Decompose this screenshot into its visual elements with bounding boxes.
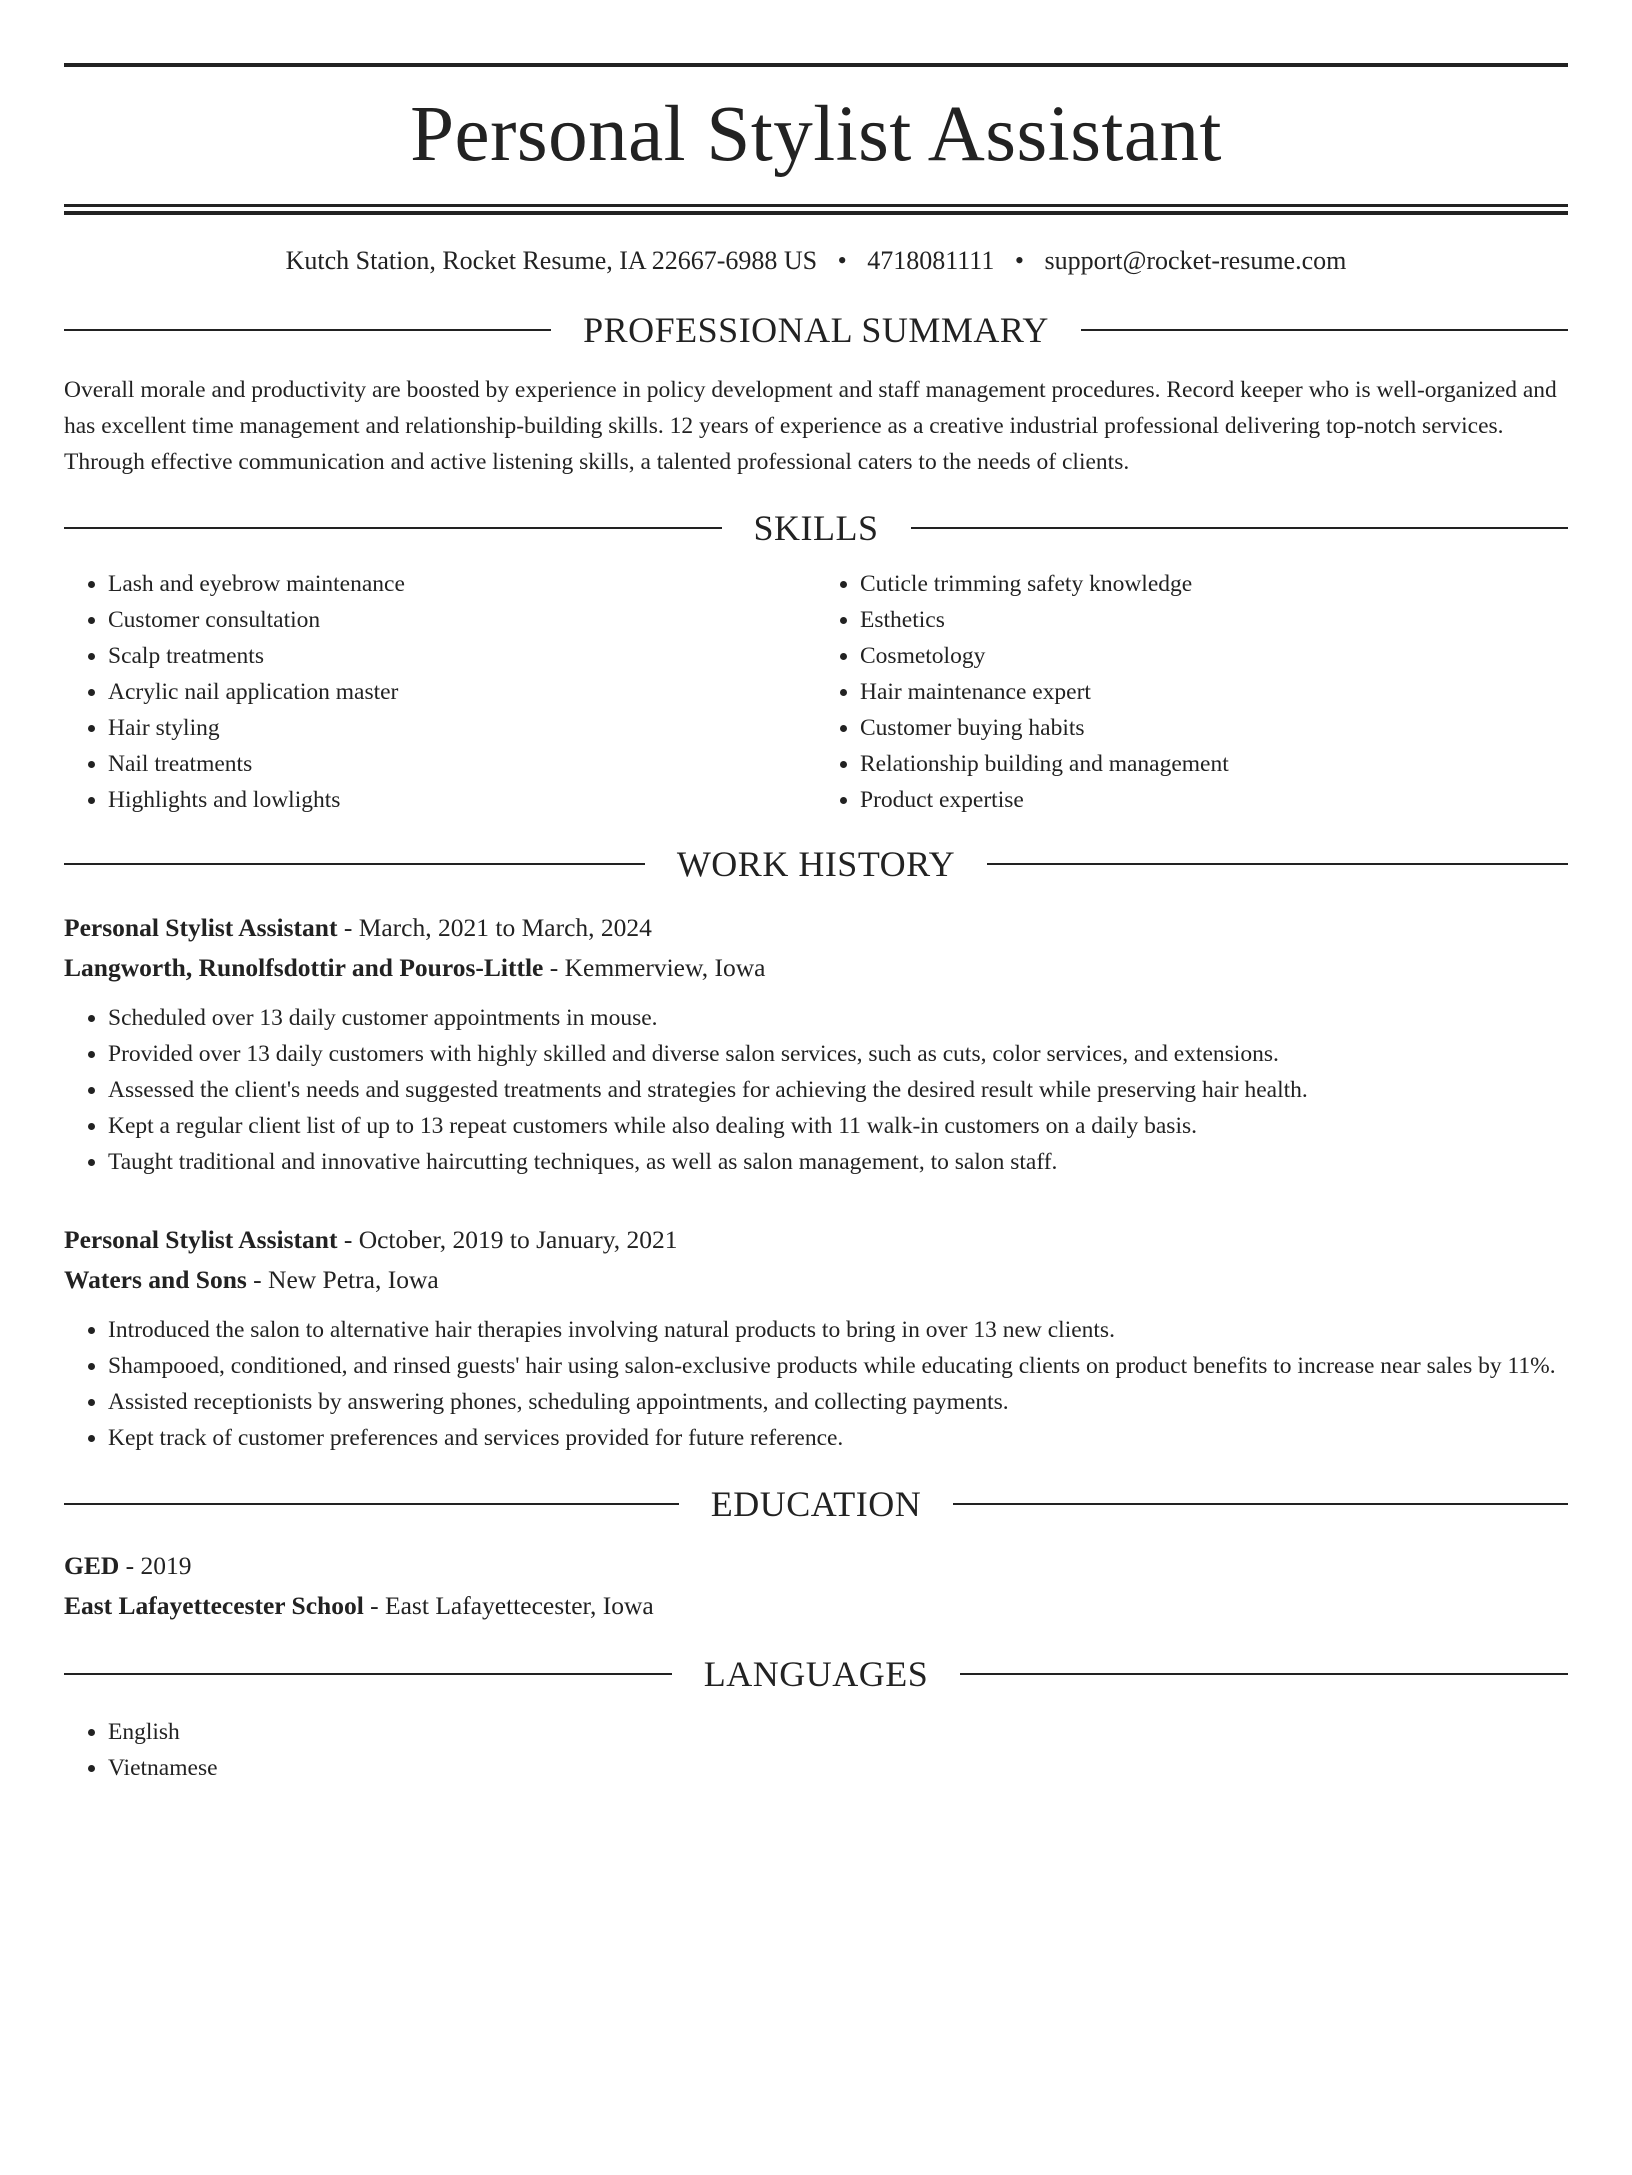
job-entry	[64, 1220, 1568, 1456]
job-bullet: • Provided over 13 daily customers with highly skilled and diverse salon services, such as cuts, color services, and extensions.	[108, 1036, 1568, 1072]
skill-item: • Acrylic nail application master	[108, 674, 816, 710]
summary-heading	[64, 312, 1568, 348]
skills-list	[64, 566, 1568, 818]
skill-item: • Hair styling	[108, 710, 816, 746]
heading-rule-left	[64, 527, 722, 529]
skill-item: • Relationship building and management	[860, 746, 1568, 782]
contact-phone: 4718081111	[867, 246, 995, 275]
education-year: - 2019	[119, 1551, 192, 1580]
job-bullet: • Assisted receptionists by answering phones, scheduling appointments, and collecting payments.	[108, 1384, 1568, 1420]
skill-item: • Lash and eyebrow maintenance	[108, 566, 816, 602]
skill-item: • Esthetics	[860, 602, 1568, 638]
heading-rule-left	[64, 329, 551, 331]
skill-item: • Cuticle trimming safety knowledge	[860, 566, 1568, 602]
contact-separator: •	[837, 246, 847, 275]
education-heading-text: EDUCATION	[710, 1484, 922, 1524]
job-title-line	[64, 1220, 1568, 1260]
contact-email: support@rocket-resume.com	[1044, 246, 1347, 275]
contact-separator: •	[1014, 246, 1024, 275]
education-degree: GED	[64, 1551, 120, 1580]
languages-list	[64, 1714, 1568, 1786]
languages-heading	[64, 1656, 1568, 1692]
skill-item: • Hair maintenance expert	[860, 674, 1568, 710]
heading-rule-right	[987, 863, 1568, 865]
skills-heading	[64, 510, 1568, 546]
job-company-line	[64, 1260, 1568, 1300]
heading-rule-right	[1081, 329, 1568, 331]
heading-rule-right	[953, 1503, 1568, 1505]
education-school: East Lafayettecester School	[64, 1591, 364, 1620]
skills-column-right	[816, 566, 1568, 818]
top-rule	[64, 63, 1568, 67]
job-dates: - March, 2021 to March, 2024	[337, 913, 652, 942]
contact-line	[64, 248, 1568, 274]
skill-item: • Customer consultation	[108, 602, 816, 638]
languages-heading-text: LANGUAGES	[703, 1654, 929, 1694]
language-item: • Vietnamese	[108, 1750, 1568, 1786]
job-company-line	[64, 948, 1568, 988]
skill-item: • Highlights and lowlights	[108, 782, 816, 818]
job-bullet: • Introduced the salon to alternative hair therapies involving natural products to bring in over 13 new clients.	[108, 1312, 1568, 1348]
job-bullet: • Shampooed, conditioned, and rinsed guests' hair using salon-exclusive products while educating clients on product benefits to increase near sales by 11%.	[108, 1348, 1568, 1384]
job-bullet: • Scheduled over 13 daily customer appointments in mouse.	[108, 1000, 1568, 1036]
resume-title: Personal Stylist Assistant	[410, 91, 1222, 178]
education-entry	[64, 1546, 1568, 1626]
skill-item: • Nail treatments	[108, 746, 816, 782]
heading-rule-left	[64, 1503, 679, 1505]
skill-item: • Product expertise	[860, 782, 1568, 818]
job-bullet: • Assessed the client's needs and suggested treatments and strategies for achieving the desired result while preserving hair health.	[108, 1072, 1568, 1108]
job-entry	[64, 908, 1568, 1180]
education-school-line	[64, 1586, 1568, 1626]
contact-address: Kutch Station, Rocket Resume, IA 22667-6988 US	[285, 246, 818, 275]
education-heading	[64, 1486, 1568, 1522]
work-heading	[64, 846, 1568, 882]
job-title: Personal Stylist Assistant	[64, 1225, 338, 1254]
job-title: Personal Stylist Assistant	[64, 913, 338, 942]
job-bullet: • Kept a regular client list of up to 13 repeat customers while also dealing with 11 walk-in customers on a daily basis.	[108, 1108, 1568, 1144]
resume-page	[0, 63, 1632, 2175]
heading-rule-right	[960, 1673, 1568, 1675]
job-dates: - October, 2019 to January, 2021	[337, 1225, 678, 1254]
heading-rule-left	[64, 1673, 672, 1675]
summary-heading-text: PROFESSIONAL SUMMARY	[583, 310, 1049, 350]
job-bullets	[64, 1312, 1568, 1456]
heading-rule-right	[911, 527, 1569, 529]
skill-item: • Cosmetology	[860, 638, 1568, 674]
work-heading-text: WORK HISTORY	[676, 844, 956, 884]
job-company: Waters and Sons	[64, 1265, 247, 1294]
skill-item: • Scalp treatments	[108, 638, 816, 674]
education-degree-line	[64, 1546, 1568, 1586]
job-company: Langworth, Runolfsdottir and Pouros-Little	[64, 953, 544, 982]
skills-column-left	[64, 566, 816, 818]
job-bullet: • Kept track of customer preferences and services provided for future reference.	[108, 1420, 1568, 1456]
education-location: - East Lafayettecester, Iowa	[363, 1591, 654, 1620]
summary-text: Overall morale and productivity are boosted by experience in policy development and staff management procedures. Record keeper who is well-organized and has excellent time management and relationship-building skills. 12 years of experience as a creative industrial professional delivering top-notch services. Through effective communication and active listening skills, a talented professional caters to the needs of clients.	[64, 377, 1557, 475]
language-item: • English	[108, 1714, 1568, 1750]
job-bullets	[64, 1000, 1568, 1180]
skill-item: • Customer buying habits	[860, 710, 1568, 746]
job-title-line	[64, 908, 1568, 948]
job-location: - New Petra, Iowa	[246, 1265, 439, 1294]
heading-rule-left	[64, 863, 645, 865]
job-bullet: • Taught traditional and innovative haircutting techniques, as well as salon management, to salon staff.	[108, 1144, 1568, 1180]
title-double-rule	[64, 204, 1568, 215]
job-location: - Kemmerview, Iowa	[543, 953, 766, 982]
skills-heading-text: SKILLS	[753, 508, 879, 548]
